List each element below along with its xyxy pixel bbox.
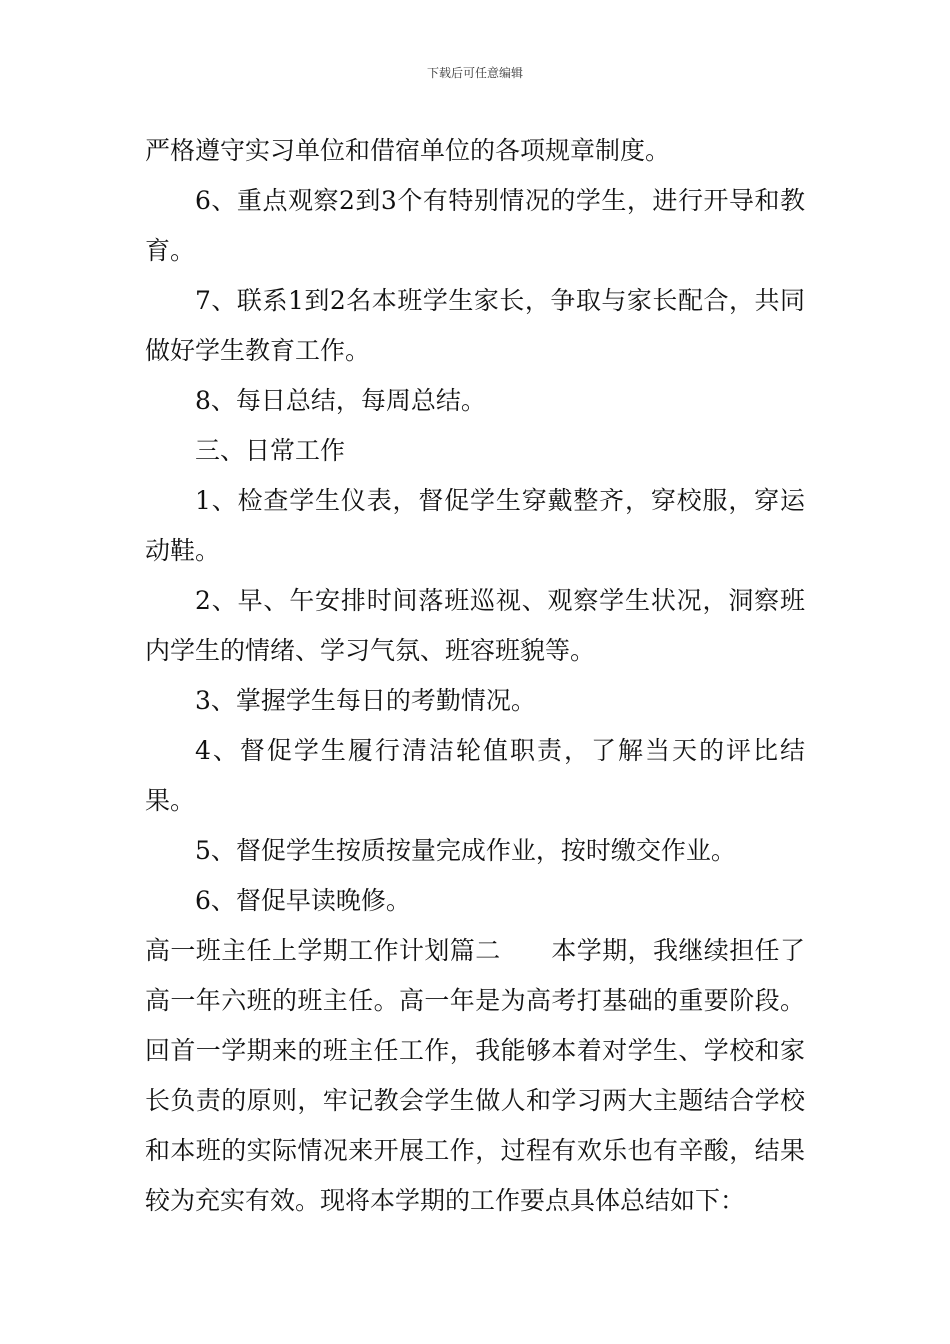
paragraph-rules: 严格遵守实习单位和借宿单位的各项规章制度。 <box>145 136 671 165</box>
paragraph-daily-item-4: 4、督促学生履行清洁轮值职责，了解当天的评比结果。 <box>145 736 805 815</box>
paragraph-item-7-parents: 7、联系1到2名本班学生家长，争取与家长配合，共同做好学生教育工作。 <box>145 286 805 365</box>
section-heading-daily-work: 三、日常工作 <box>195 436 346 465</box>
paragraph-daily-item-1: 1、检查学生仪表，督促学生穿戴整齐，穿校服，穿运动鞋。 <box>145 486 805 565</box>
paragraph-daily-item-5: 5、督促学生按质按量完成作业，按时缴交作业。 <box>195 836 736 865</box>
document-body <box>145 126 805 1226</box>
paragraph-daily-item-6: 6、督促早读晚修。 <box>195 886 411 915</box>
paragraph-item-8-summary: 8、每日总结，每周总结。 <box>195 386 486 415</box>
paragraph-part-two: 高一班主任上学期工作计划篇二 本学期，我继续担任了高一年六班的班主任。高一年是为高考打基础的重要阶段。回首一学期来的班主任工作，我能够本着对学生、学校和家长负责的原则，牢记教会学生做人和学习两大主题结合学校和本班的实际情况来开展工作，过程有欢乐也有辛酸，结果较为充实有效。现将本学期的工作要点具体总结如下： <box>145 936 805 1215</box>
page-header: 下载后可任意编辑 <box>426 66 523 80</box>
paragraph-item-6-observe: 6、重点观察2到3个有特别情况的学生，进行开导和教育。 <box>145 186 805 265</box>
paragraph-daily-item-2: 2、早、午安排时间落班巡视、观察学生状况，洞察班内学生的情绪、学习气氛、班容班貌等。 <box>145 586 805 665</box>
paragraph-daily-item-3: 3、掌握学生每日的考勤情况。 <box>195 686 536 715</box>
